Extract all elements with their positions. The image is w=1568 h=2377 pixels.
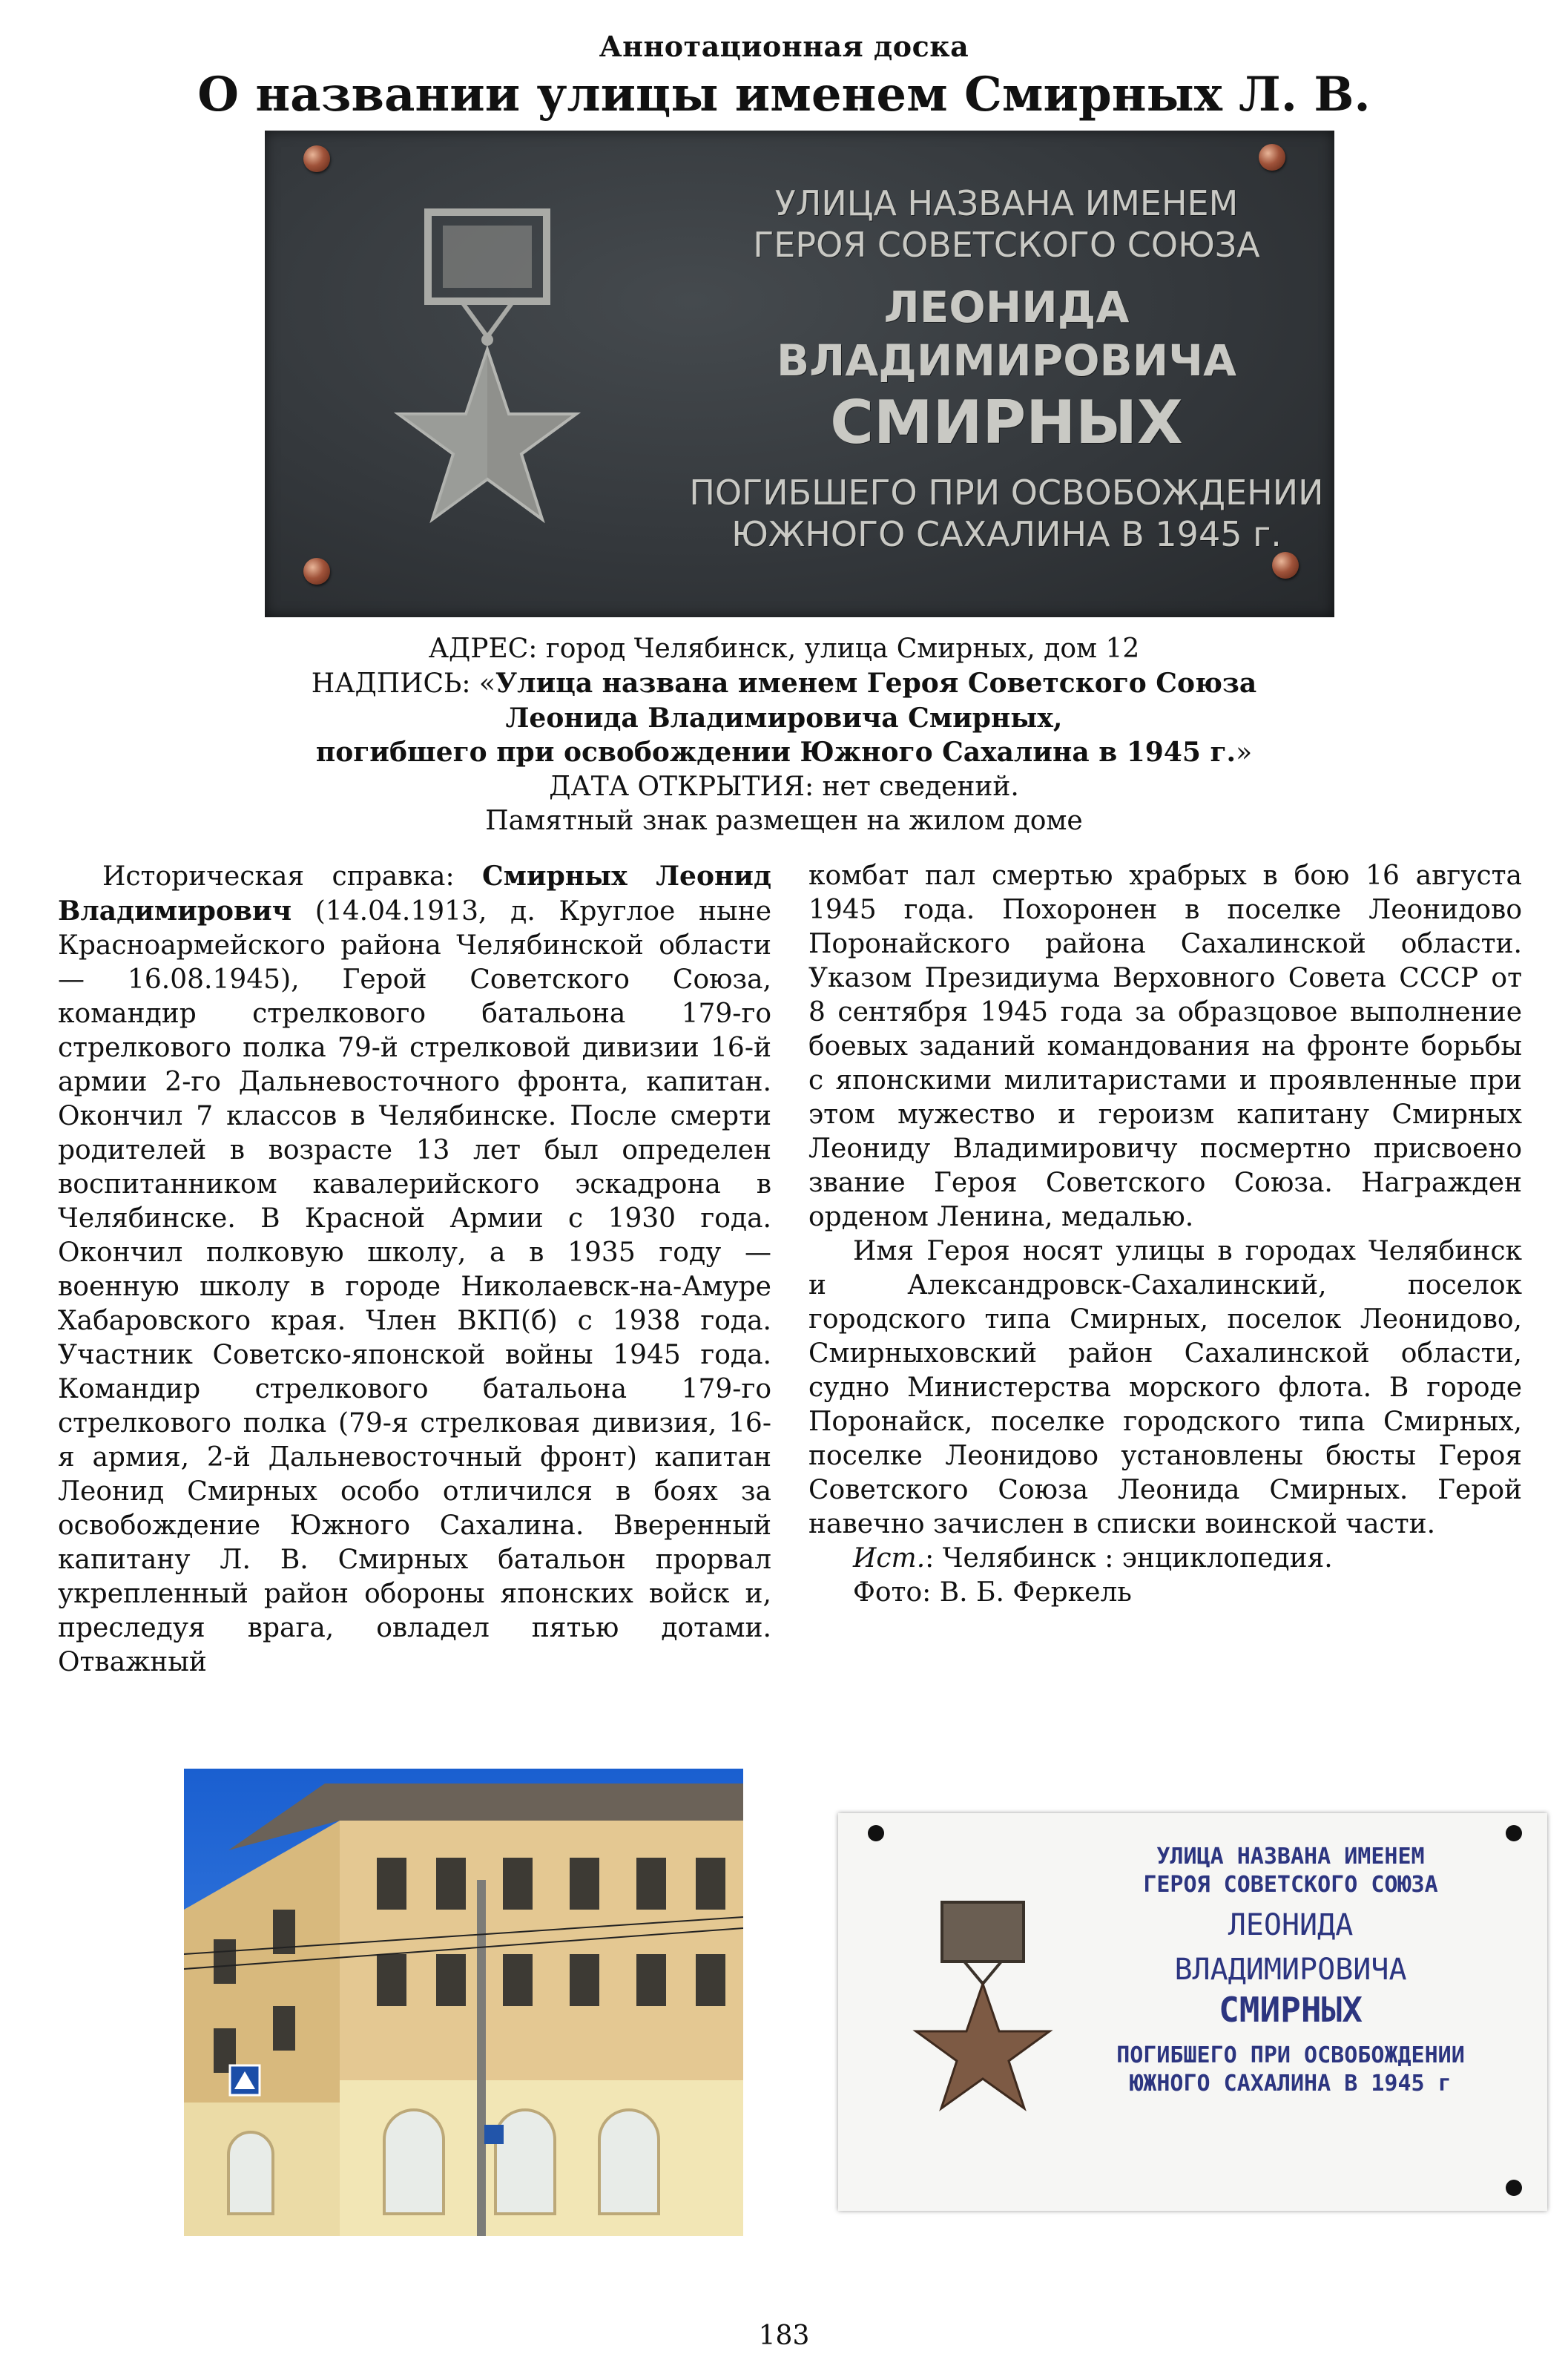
inscription-line: Леонида Владимировича Смирных,: [505, 703, 1063, 734]
inscription-text: погибшего при освобождении Южного Сахалина в 1945 г.: [315, 737, 1236, 768]
screw-icon: [868, 1825, 884, 1841]
page-number: 183: [758, 2321, 810, 2351]
plaque-line: ЮЖНОГО САХАЛИНА В 1945 г.: [731, 514, 1282, 554]
building-photo: [184, 1769, 743, 2236]
photo-credit: Фото: В. Б. Феркель: [853, 1577, 1132, 1608]
source-text: : Челябинск : энциклопедия.: [925, 1543, 1333, 1574]
plaque-line: УЛИЦА НАЗВАНА ИМЕНЕМ: [774, 183, 1239, 223]
section-kicker: Аннотационная доска: [599, 30, 969, 63]
plaque-line: ПОГИБШЕГО ПРИ ОСВОБОЖДЕНИИ: [689, 473, 1324, 513]
plaque-line: ГЕРОЯ СОВЕТСКОГО СОЮЗА: [1143, 1872, 1438, 1898]
building-illustration: [184, 1769, 743, 2236]
inscription-line: [0, 666, 1568, 701]
screw-icon: [303, 558, 330, 585]
source-label: Ист.: [853, 1543, 926, 1574]
address-line: АДРЕС: город Челябинск, улица Смирных, дом 12: [428, 634, 1140, 664]
hero-star-medal-icon: [905, 1895, 1068, 2117]
article-text: (14.04.1913, д. Круглое ныне Красноармейского района Челябинской области — 16.08.1945), Герой Советского Союза, командир стрелкового батальона 179-го стрелкового полка 79-й стрелковой дивизии 16-й армии 2-го Дальневосточного фронта, капитан. Окончил 7 классов в Челябинске. После смерти родителей в возрасте 13 лет был определен воспитанником кавалерийского эскадрона в Челябинске. В Красной Армии с 1930 года. Окончил полковую школу, а в 1935 году — военную школу в городе Николаевск-на-Амуре Хабаровского края. Член ВКП(б) с 1938 года. Участник Советско-японской войны 1945 года. Командир стрелкового батальона 179-го стрелкового полка (79-я стрелковая дивизия, 16-я армия, 2-й Дальневосточный фронт) капитан Леонид Смирных особо отличился в боях за освобождение Южного Сахалина. Вверенный капитану Л. В. Смирных батальон прорвал укрепленный район обороны японских войск и, преследуя врага, овладел пятью дотами. Отважный: [58, 896, 771, 1677]
screw-icon: [1259, 144, 1285, 171]
screw-icon: [303, 145, 330, 172]
plaque-inscription-old: [1053, 1843, 1528, 2098]
article-paragraph: комбат пал смертью храбрых в бою 16 августа 1945 года. Похоронен в поселке Леонидово Поронайского района Сахалинской области. Указом Президиума Верховного Совета СССР от 8 сентября 1945 года за образцовое выполнение боевых заданий командования на фронте борьбы с японскими милитаристами и проявленные при этом мужество и героизм капитану Смирных Леониду Владимировичу посмертно присвоено звание Героя Советского Союза. Награжден орденом Ленина, медалью.: [808, 861, 1522, 1232]
inscription-label: НАДПИСЬ: «: [311, 668, 495, 699]
placement-note: Памятный знак размещен на жилом доме: [485, 806, 1083, 836]
article-column-left: [58, 859, 771, 1680]
plaque-name: ЛЕОНИДА: [1228, 1908, 1354, 1942]
plaque-line: ЮЖНОГО САХАЛИНА В 1945 г: [1130, 2071, 1452, 2097]
plaque-photo: [265, 131, 1334, 617]
article-column-right: [808, 859, 1522, 1610]
article-intro: Историческая справка:: [102, 861, 482, 892]
inscription-text: Улица названа именем Героя Советского Союза: [495, 668, 1257, 699]
screw-icon: [1272, 552, 1299, 579]
plaque-name: ЛЕОНИДА: [883, 282, 1130, 332]
plaque-caption: [0, 632, 1568, 838]
article-paragraph: [58, 859, 771, 1680]
inscription-close: »: [1236, 737, 1253, 768]
plaque-inscription: [650, 183, 1334, 555]
plaque-line: УЛИЦА НАЗВАНА ИМЕНЕМ: [1156, 1844, 1425, 1870]
plaque-name: ВЛАДИМИРОВИЧА: [1174, 1953, 1407, 1987]
plaque-name: СМИРНЫХ: [830, 388, 1183, 457]
plaque-name: СМИРНЫХ: [1219, 1990, 1363, 2030]
page-title: О названии улицы именем Смирных Л. В.: [197, 67, 1371, 122]
plaque-name: ВЛАДИМИРОВИЧА: [776, 335, 1237, 386]
hero-star-medal-icon: [391, 205, 584, 546]
plaque-line: ГЕРОЯ СОВЕТСКОГО СОЮЗА: [753, 225, 1260, 265]
source-line: [808, 1542, 1522, 1576]
plaque-photo-old: [838, 1813, 1547, 2211]
hero-name: Смирных Леонид Владимирович: [58, 861, 771, 927]
article-paragraph: Имя Героя носят улицы в городах Челябинск и Александровск-Сахалинский, поселок городского типа Смирных, поселок Леонидово, Смирныховский район Сахалинской области, судно Министерства морского флота. В городе Поронайск, поселке городского типа Смирных, поселке Леонидово установлены бюсты Героя Советского Союза Леонида Смирных. Герой навечно зачислен в списки воинской части.: [808, 1236, 1522, 1539]
plaque-line: ПОГИБШЕГО ПРИ ОСВОБОЖДЕНИИ: [1116, 2042, 1465, 2068]
inscription-line: [0, 735, 1568, 770]
screw-icon: [1506, 1825, 1522, 1841]
screw-icon: [1506, 2180, 1522, 2196]
opening-date: ДАТА ОТКРЫТИЯ: нет сведений.: [549, 772, 1019, 802]
